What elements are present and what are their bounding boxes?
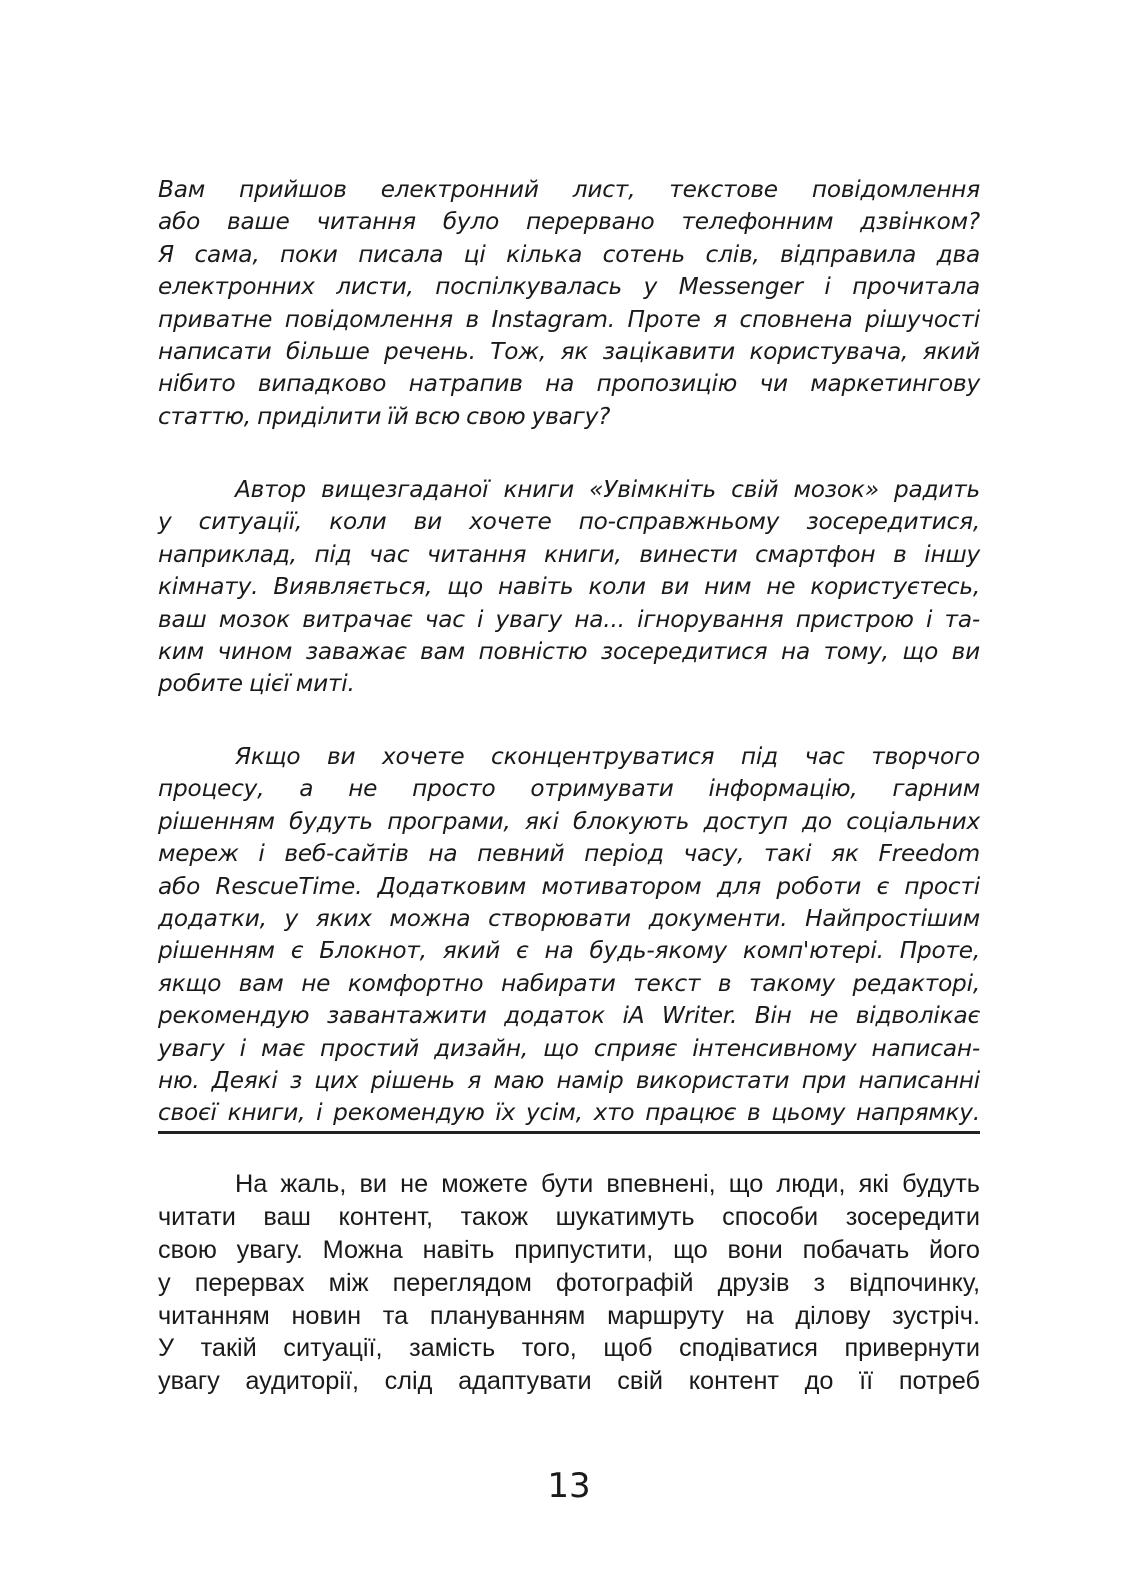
text-line: у перервах між переглядом фотографій друзів з відпочинку,: [158, 1268, 980, 1297]
text-line: ким чином заважає вам повністю зосередитися на тому, що ви: [158, 637, 980, 665]
text-line: ню. Деякі з цих рішень я маю намір використати при написанні: [158, 1066, 980, 1094]
text-line: нібито випадково натрапив на пропозицію чи маркетингову: [158, 370, 980, 398]
text-line: увагу аудиторії, слід адаптувати свій контент до її потреб: [158, 1367, 980, 1396]
regular-paragraph: [158, 1168, 980, 1398]
text-line: своєї книги, і рекомендую їх усім, хто працює в цьому напрямку.: [158, 1099, 980, 1127]
text-line: На жаль, ви не можете бути впевнені, що люди, які будуть: [235, 1170, 980, 1198]
italic-paragraph-3: [158, 741, 980, 1130]
text-line: наприклад, під час читання книги, винести смартфон в іншу: [158, 540, 980, 568]
text-line: рішенням є Блокнот, який є на будь-якому комп'ютері. Проте,: [158, 937, 980, 965]
text-line: рекомендую завантажити додаток iA Writer. Він не відволікає: [158, 1002, 980, 1030]
text-line: Якщо ви хочете сконцентруватися під час творчого: [235, 743, 980, 770]
text-line: електронних листи, поспілкувалась у Messenger і прочитала: [158, 273, 980, 301]
book-page: [158, 0, 980, 1575]
italic-paragraph-1: [158, 174, 980, 433]
text-line: робите цієї миті.: [158, 670, 355, 698]
text-line: Я сама, поки писала ці кілька сотень слів, відправила два: [158, 240, 980, 268]
divider-rule: [158, 1131, 980, 1134]
text-line: читанням новин та плануванням маршруту на ділову зустріч.: [158, 1301, 980, 1330]
text-line: ваш мозок витрачає час і увагу на... ігнорування пристрою і та-: [158, 605, 980, 633]
text-line: написати більше речень. Тож, як зацікавити користувача, який: [158, 337, 980, 365]
text-line: мереж і веб-сайтів на певний період часу, такі як Freedom: [158, 840, 980, 868]
text-line: або RescueTime. Додатковим мотиватором для роботи є прості: [158, 872, 980, 900]
text-line: кімнату. Виявляється, що навіть коли ви ним не користуєтесь,: [158, 573, 980, 601]
text-line: Вам прийшов електронний лист, текстове повідомлення: [158, 176, 980, 203]
text-line: у ситуації, коли ви хочете по-справжньому зосередитися,: [158, 508, 980, 536]
text-line: або ваше читання було перервано телефонним дзвінком?: [158, 208, 980, 236]
text-line: додатки, у яких можна створювати документи. Найпростішим: [158, 904, 980, 932]
text-line: увагу і має простий дизайн, що сприяє інтенсивному написан-: [158, 1034, 980, 1062]
text-line: приватне повідомлення в Instagram. Проте я сповнена рішучості: [158, 305, 980, 333]
text-line: свою увагу. Можна навіть припустити, що вони побачать його: [158, 1235, 980, 1264]
italic-paragraph-2: [158, 474, 980, 701]
page-number: 13: [547, 1466, 591, 1506]
text-line: процесу, а не просто отримувати інформацію, гарним: [158, 775, 980, 803]
text-line: статтю, приділити їй всю свою увагу?: [158, 402, 611, 430]
text-line: рішенням будуть програми, які блокують доступ до соціальних: [158, 807, 980, 835]
text-line: якщо вам не комфортно набирати текст в такому редакторі,: [158, 969, 980, 997]
text-line: читати ваш контент, також шукатимуть способи зосередити: [158, 1202, 980, 1231]
text-line: Автор вищезгаданої книги «Увімкніть свій мозок» радить: [235, 476, 980, 503]
text-line: У такій ситуації, замість того, щоб сподіватися привернути: [158, 1334, 980, 1363]
